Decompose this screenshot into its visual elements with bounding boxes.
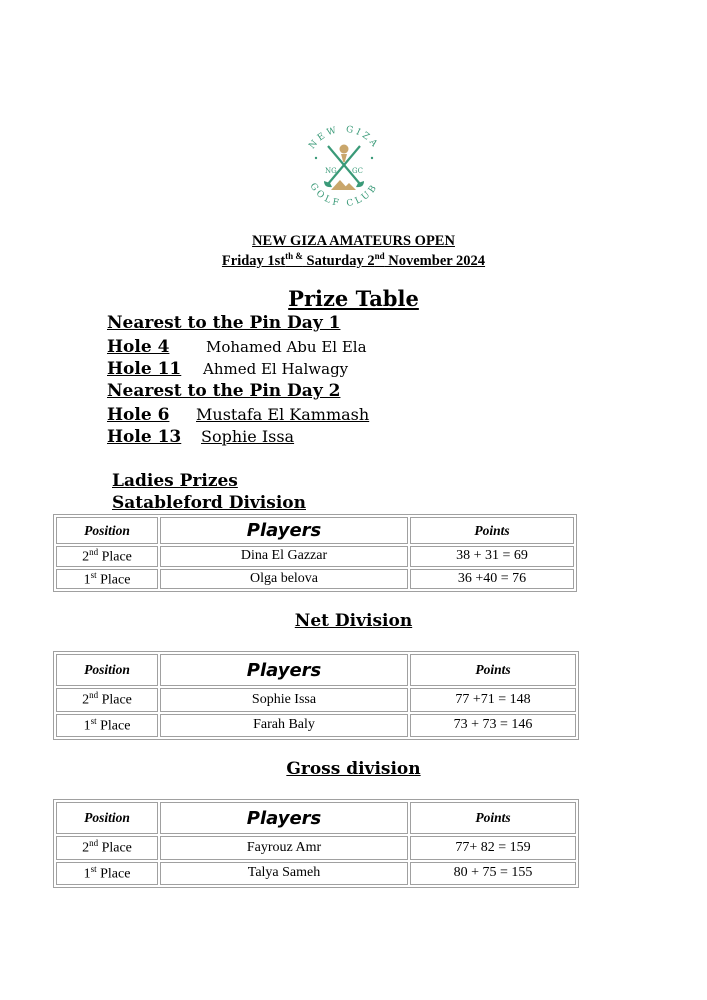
column-header-points: Points [410, 654, 576, 686]
prize-table-title: Prize Table [288, 286, 419, 311]
hole-row: Hole 11 Ahmed El Halwagy [107, 359, 349, 379]
golf-club-logo [294, 118, 394, 218]
gross-table [53, 799, 579, 888]
table-row [56, 688, 576, 712]
column-header-players: Players [160, 517, 408, 544]
gross-division-title: Gross division [286, 759, 421, 779]
player-cell: Farah Baly [160, 714, 408, 738]
nearest-pin-day2-heading: Nearest to the Pin Day 2 [107, 381, 341, 401]
position-cell: 2nd Place [56, 688, 158, 712]
player-cell: Talya Sameh [160, 862, 408, 886]
hole-row: Hole 4 Mohamed Abu El Ela [107, 337, 367, 357]
player-cell: Sophie Issa [160, 688, 408, 712]
points-cell: 38 + 31 = 69 [410, 546, 574, 567]
logo-left-letters: NG [325, 167, 337, 175]
player-cell: Fayrouz Amr [160, 836, 408, 860]
position-cell: 1st Place [56, 862, 158, 886]
table-row [56, 862, 576, 886]
points-cell: 73 + 73 = 146 [410, 714, 576, 738]
column-header-players: Players [160, 802, 408, 834]
table-row [56, 836, 576, 860]
ladies-prizes-heading: Ladies Prizes [112, 471, 238, 491]
event-date: Friday $1st^{th \&}$ Saturday 2nd November 2024 [221, 251, 486, 269]
position-cell: 2nd Place [56, 546, 158, 567]
column-header-points: Points [410, 802, 576, 834]
table-row [56, 714, 576, 738]
logo-top-text: NEW GIZA [307, 124, 381, 152]
position-cell: 2nd Place [56, 836, 158, 860]
points-cell: 77+ 82 = 159 [410, 836, 576, 860]
hole-row: Hole 13 Sophie Issa [107, 427, 295, 447]
logo-right-letters: GC [352, 167, 363, 175]
hole-row: Hole 6 Mustafa El Kammash [107, 405, 370, 425]
table-row [56, 569, 574, 590]
stableford-division-heading: Satableford Division [112, 493, 306, 513]
player-cell: Dina El Gazzar [160, 546, 408, 567]
column-header-position: Position [56, 517, 158, 544]
points-cell: 36 +40 = 76 [410, 569, 574, 590]
stableford-table [53, 514, 577, 592]
net-division-title: Net Division [294, 611, 413, 631]
nearest-pin-day1-heading: Nearest to the Pin Day 1 [107, 313, 341, 333]
player-cell: Olga belova [160, 569, 408, 590]
points-cell: 80 + 75 = 155 [410, 862, 576, 886]
table-row [56, 546, 574, 567]
column-header-position: Position [56, 654, 158, 686]
points-cell: 77 +71 = 148 [410, 688, 576, 712]
logo-bottom-text: GOLF CLUB [307, 181, 381, 210]
event-title: NEW GIZA AMATEURS OPEN [252, 233, 455, 249]
position-cell: 1st Place [56, 714, 158, 738]
position-cell: 1st Place [56, 569, 158, 590]
net-table [53, 651, 579, 740]
column-header-players: Players [160, 654, 408, 686]
column-header-position: Position [56, 802, 158, 834]
column-header-points: Points [410, 517, 574, 544]
